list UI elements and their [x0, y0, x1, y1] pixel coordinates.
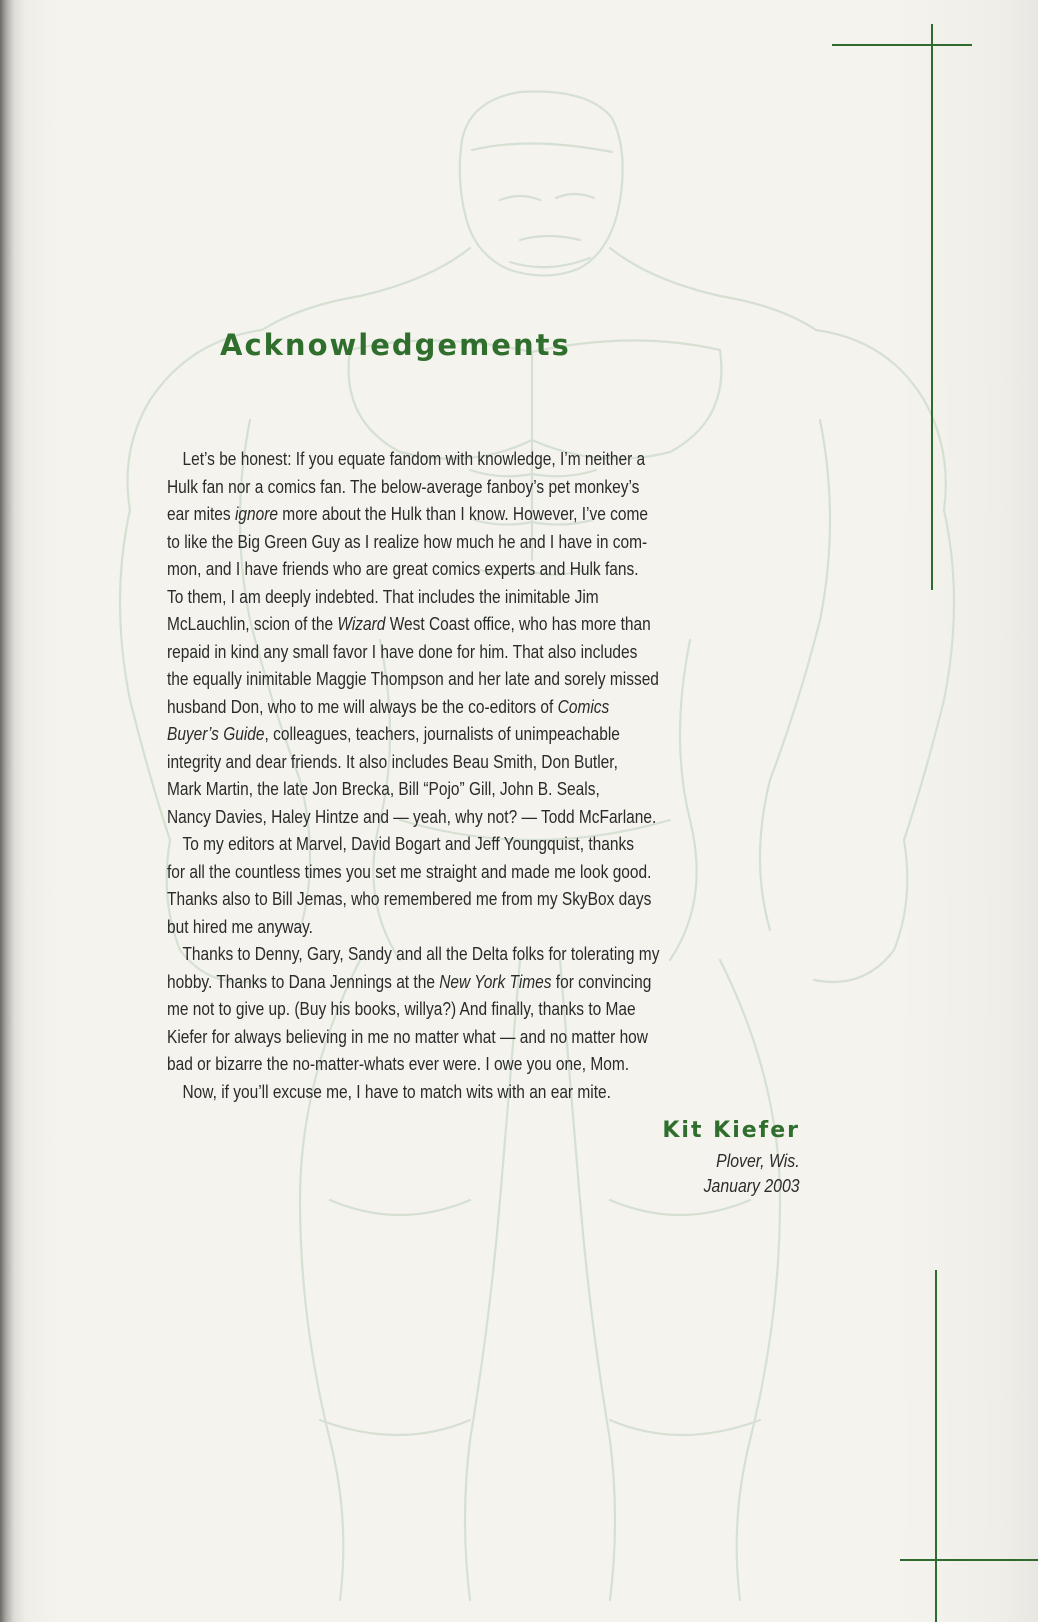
- italic-title: Wizard: [337, 614, 386, 634]
- text-line: Buyer’s Guide, colleagues, teachers, journalists of unimpeachable: [167, 724, 620, 744]
- text-line: Kiefer for always believing in me no matter what — and no matter how: [167, 1026, 648, 1047]
- italic-title: ignore: [234, 504, 279, 524]
- text-line: repaid in kind any small favor I have done for him. That also includes: [167, 641, 638, 662]
- text-line: Let’s be honest: If you equate fandom with knowledge, I’m neither a: [182, 449, 646, 469]
- text-line: Now, if you’ll excuse me, I have to match wits with an ear mite.: [182, 1081, 611, 1102]
- italic-title: Buyer’s Guide: [167, 724, 265, 744]
- bottom-right-vertical-rule: [935, 1270, 937, 1622]
- body-paragraph: [167, 446, 805, 831]
- text-line: Hulk fan nor a comics fan. The below-average fanboy’s pet monkey’s: [167, 476, 640, 497]
- top-right-horizontal-rule: [832, 44, 972, 46]
- text-line: Thanks also to Bill Jemas, who remembered me from my SkyBox days: [167, 889, 652, 909]
- italic-title: Comics: [557, 696, 610, 717]
- text-line: but hired me anyway.: [167, 916, 313, 937]
- text-line: husband Don, who to me will always be the co-editors of Comics: [167, 696, 610, 717]
- body-paragraph: [167, 941, 805, 1079]
- text-line: mon, and I have friends who are great comics experts and Hulk fans.: [167, 559, 639, 579]
- text-line: McLauchlin, scion of the Wizard West Coast office, who has more than: [167, 614, 651, 634]
- text-line: Mark Martin, the late Jon Brecka, Bill “Pojo” Gill, John B. Seals,: [167, 779, 600, 799]
- text-line: me not to give up. (Buy his books, willya?) And finally, thanks to Mae: [167, 999, 636, 1019]
- acknowledgements-body: [167, 446, 716, 1106]
- text-line: Thanks to Denny, Gary, Sandy and all the Delta folks for tolerating my: [182, 944, 660, 964]
- signature-date: January 2003: [703, 1176, 800, 1196]
- bottom-right-horizontal-rule: [900, 1559, 1038, 1561]
- page-title: Acknowledgements: [220, 328, 571, 362]
- text-line: the equally inimitable Maggie Thompson and her late and sorely missed: [167, 669, 659, 689]
- text-line: bad or bizarre the no-matter-whats ever were. I owe you one, Mom.: [167, 1054, 630, 1074]
- text-line: for all the countless times you set me straight and made me look good.: [167, 861, 652, 882]
- text-line: hobby. Thanks to Dana Jennings at the New York Times for convincing: [167, 971, 652, 992]
- text-line: ear mites ignore more about the Hulk than I know. However, I’ve come: [167, 504, 648, 524]
- body-paragraph: [167, 831, 805, 941]
- top-right-vertical-rule: [931, 24, 933, 590]
- author-location: Plover, Wis.: [716, 1151, 800, 1171]
- text-line: To my editors at Marvel, David Bogart and Jeff Youngquist, thanks: [182, 834, 634, 854]
- signature-block: [662, 1118, 800, 1199]
- text-line: To them, I am deeply indebted. That includes the inimitable Jim: [167, 586, 599, 607]
- author-name: Kit Kiefer: [662, 1118, 800, 1143]
- body-paragraph: [167, 1079, 805, 1107]
- text-line: integrity and dear friends. It also includes Beau Smith, Don Butler,: [167, 751, 618, 772]
- italic-title: New York Times: [439, 971, 552, 992]
- text-line: Nancy Davies, Haley Hintze and — yeah, why not? — Todd McFarlane.: [167, 806, 657, 827]
- text-line: to like the Big Green Guy as I realize how much he and I have in com-: [167, 531, 648, 552]
